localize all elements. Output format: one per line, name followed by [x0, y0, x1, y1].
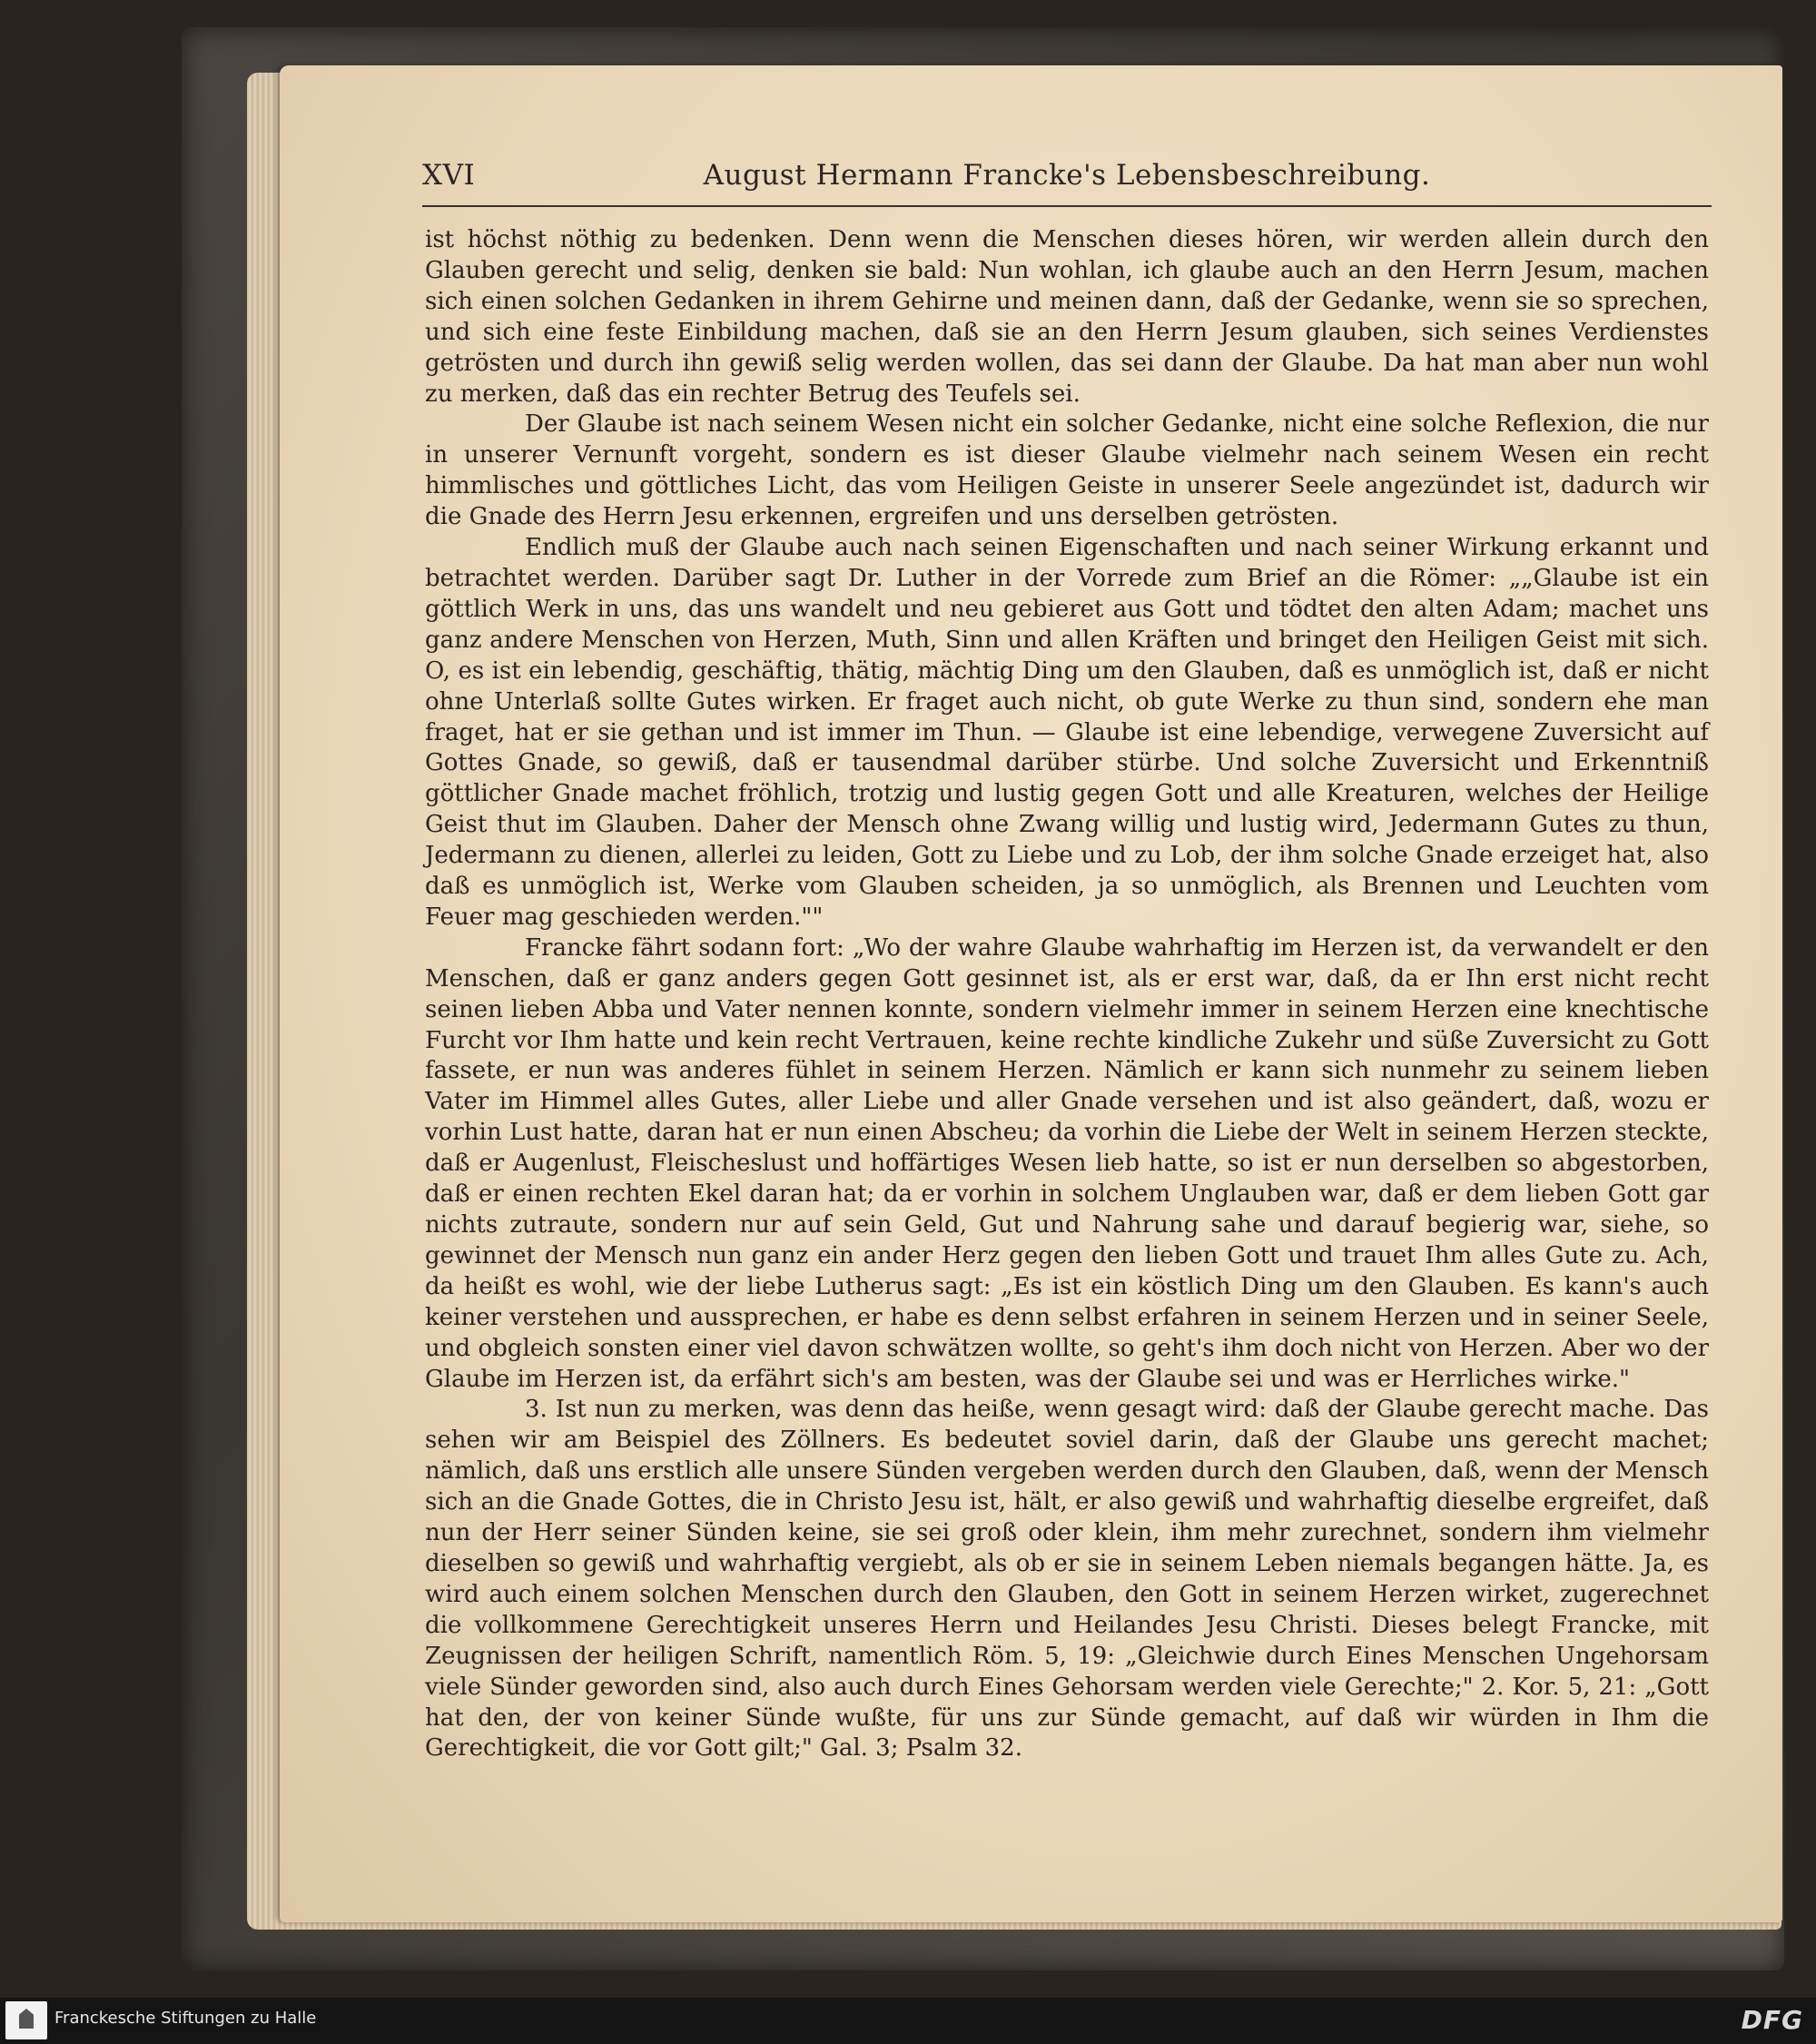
- paragraph: ist höchst nöthig zu bedenken. Denn wenn die Menschen dieses hören, wir werden allein durch den Glauben gerecht und selig, denken sie bald: Nun wohlan, ich glaube auch an den Herrn Jesum, machen sich einen solchen Gedanken in ihrem Gehirne und meinen dann, daß der Gedanke, wenn sie so sprechen, und sich eine feste Einbildung machen, daß sie an den Herrn Jesum glauben, sich seines Verdienstes getrösten und durch ihn gewiß selig werden wollen, das sei dann der Glaube. Da hat man aber nun wohl zu merken, daß das ein rechter Betrug des Teufels sei.: [425, 226, 1709, 408]
- paragraph: 3. Ist nun zu merken, was denn das heiße, wenn gesagt wird: daß der Glaube gerecht mache. Das sehen wir am Beispiel des Zöllners. Es bedeutet soviel darin, daß der Glaube uns gerecht machet; nämlich, daß uns erstlich alle unsere Sünden vergeben werden durch den Glauben, daß, wenn der Mensch sich an die Gnade Gottes, die in Christo Jesu ist, hält, er also gewiß und wahrhaftig dieselbe ergreifet, daß nun der Herr seiner Sünden keine, sie sei groß oder klein, ihm mehr zurechnet, sondern ihm vielmehr dieselben so gewiß und wahrhaftig vergiebt, als ob er sie in seinem Leben niemals begangen hätte. Ja, es wird auch einem solchen Menschen durch den Glauben, den Gott in seinem Herzen wirket, zugerechnet die vollkommene Gerechtigkeit unseres Herrn und Heilandes Jesu Christi. Dieses belegt Francke, mit Zeugnissen der heiligen Schrift, namentlich Röm. 5, 19: „Gleichwie durch Eines Menschen Ungehorsam viele Sünder geworden sind, also auch durch Eines Gehorsam werden viele Gerechte;" 2. Kor. 5, 21: „Gott hat den, der von keiner Sünde wußte, für uns zur Sünde gemacht, auf daß wir würden in Ihm die Gerechtigkeit, die vor Gott gilt;" Gal. 3; Psalm 32.: [425, 1396, 1709, 1763]
- institution-logo-icon: [5, 2001, 47, 2039]
- viewer-footer: [0, 1998, 1816, 2044]
- institution-name[interactable]: Franckesche Stiftungen zu Halle: [54, 2009, 317, 2028]
- body-text: [425, 225, 1709, 1764]
- header-rule: [422, 205, 1712, 207]
- running-head: [422, 159, 1712, 204]
- paragraph: Endlich muß der Glaube auch nach seinen Eigenschaften und nach seiner Wirkung erkannt und betrachtet werden. Darüber sagt Dr. Luther in der Vorrede zum Brief an die Römer: „„Glaube ist ein göttlich Werk in uns, das uns wandelt und neu gebieret aus Gott und tödtet den alten Adam; machet uns ganz andere Menschen von Herzen, Muth, Sinn und allen Kräften und bringet den Heiligen Geist mit sich. O, es ist ein lebendig, geschäftig, thätig, mächtig Ding um den Glauben, daß es unmöglich ist, daß er nicht ohne Unterlaß sollte Gutes wirken. Er fraget auch nicht, ob gute Werke zu thun sind, sondern ehe man fraget, hat er sie gethan und ist immer im Thun. — Glaube ist eine lebendige, verwegene Zuversicht auf Gottes Gnade, so gewiß, daß er tausendmal darüber stürbe. Und solche Zuversicht und Erkenntniß göttlicher Gnade machet fröhlich, trotzig und lustig gegen Gott und alle Kreaturen, welches der Heilige Geist thut im Glauben. Daher der Mensch ohne Zwang willig und lustig wird, Jedermann Gutes zu thun, Jedermann zu dienen, allerlei zu leiden, Gott zu Liebe und zu Lob, der ihm solche Gnade erzeiget hat, also daß es unmöglich ist, Werke vom Glauben scheiden, ja so unmöglich, als Brennen und Leuchten vom Feuer mag geschieden werden."": [425, 534, 1709, 931]
- paragraph: Francke fährt sodann fort: „Wo der wahre Glaube wahrhaftig im Herzen ist, da verwandelt er den Menschen, daß er ganz anders gegen Gott gesinnet ist, als er erst war, daß, da er Ihn erst nicht recht seinen lieben Abba und Vater nennen konnte, sondern vielmehr immer in seinem Herzen eine knechtische Furcht vor Ihm hatte und kein recht Vertrauen, keine rechte kindliche Zukehr und süße Zuversicht zu Gott fassete, er nun was anderes fühlet in seinem Herzen. Nämlich er kann sich nunmehr zu seinem lieben Vater im Himmel alles Gutes, aller Liebe und aller Gnade versehen und ist also geändert, daß, wozu er vorhin Lust hatte, daran hat er nun einen Abscheu; da vorhin die Liebe der Welt in seinem Herzen steckte, daß er Augenlust, Fleischeslust und hoffärtiges Wesen lieb hatte, so ist er nun derselben so abgestorben, daß er einen rechten Ekel daran hat; da er vorhin in solchem Unglauben war, daß er dem lieben Gott gar nichts zutraute, sondern nur auf sein Geld, Gut und Nahrung sahe und darauf begierig war, siehe, so gewinnet der Mensch nun ganz ein ander Herz gegen den lieben Gott und trauet Ihm alles Gute zu. Ach, da heißt es wohl, wie der liebe Lutherus sagt: „Es ist ein köstlich Ding um den Glauben. Es kann's auch keiner verstehen und aussprechen, er habe es denn selbst erfahren in seinem Herzen und in seiner Seele, und obgleich sonsten einer viel davon schwätzen wollte, so geht's ihm doch nicht von Herzen. Aber wo der Glaube im Herzen ist, da erfährt sich's am besten, was der Glaube sei und was er Herrliches wirke.": [425, 933, 1709, 1393]
- paragraph: Der Glaube ist nach seinem Wesen nicht ein solcher Gedanke, nicht eine solche Reflexion, die nur in unserer Vernunft vorgeht, sondern es ist dieser Glaube vielmehr nach seinem Wesen ein recht himmlisches und göttliches Licht, das vom Heiligen Geiste in unserer Seele angezündet ist, dadurch wir die Gnade des Herrn Jesu erkennen, ergreifen und uns derselben getrösten.: [425, 410, 1709, 531]
- page-number: XVI: [422, 159, 476, 192]
- running-title: August Hermann Francke's Lebensbeschreibung.: [703, 159, 1431, 192]
- dfg-logo: DFG: [1741, 2005, 1803, 2035]
